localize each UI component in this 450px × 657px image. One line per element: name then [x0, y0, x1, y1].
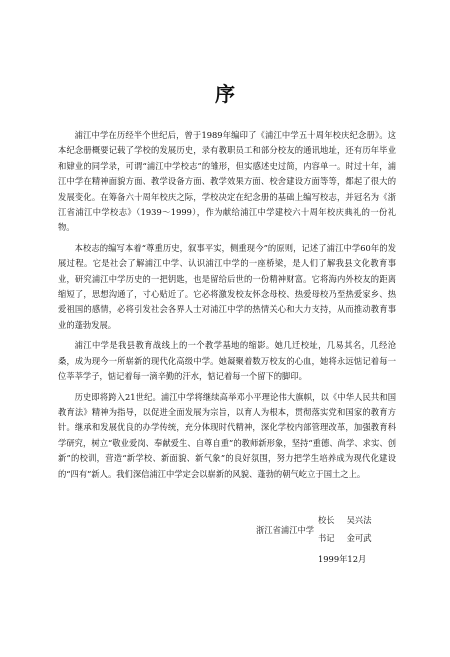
preface-body: [58, 128, 396, 487]
signature-principal: [318, 514, 372, 526]
paragraph-2: 本校志的编写本着“尊重历史，叙事平实，侧重现今”的原则，记述了浦江中学60年的发展过程。它是社会了解浦江中学、认识浦江中学的一座桥梁，是人们了解我县文化教育事业，研究浦江中学历史的一把钥匙，也是留给后世的一份精神财富。它将海内外校友的距离缩短了，思想沟通了，寸心贴近了。它必将激发校友怀念母校、热爱母校乃至热爱家乡、热爱祖国的感情，必将引发社会各界人士对浦江中学的热情关心和大力支持，从而推动教育事业的蓬勃发展。: [58, 242, 396, 330]
secretary-name: 金可武: [346, 533, 372, 543]
signature-secretary: [318, 532, 372, 544]
principal-role: 校长: [318, 515, 335, 525]
principal-name: 吴兴法: [346, 515, 372, 525]
secretary-role: 书记: [318, 533, 335, 543]
signature-date: 1999年12月: [318, 554, 367, 564]
paragraph-3: 浦江中学是我县教育战线上的一个教学基地的缩影。她几迁校址，几易其名，几经沧桑，成为现今一所崭新的现代化高级中学。她凝聚着数万校友的心血，她将永远惦记着每一位莘莘学子，惦记着每一滴辛勤的汗水，惦记着每一个留下的脚印。: [58, 340, 396, 382]
paragraph-4: 历史即将跨入21世纪。浦江中学将继续高举邓小平理论伟大旗帜，以《中华人民共和国教育法》精神为指导，以促进全面发展为宗旨，以育人为根本，贯彻落实党和国家的教育方针。继承和发展优良的办学传统，充分体现时代精神，深化学校内部管理改革，加强教育科学研究，树立“敬业爱岗、奉献爱生、自尊自重”的教师新形象，坚持“重德、尚学、求实、创新”的校训，营造“新学校、新面貌、新气象”的良好氛围，努力把学生培养成为现代化建设的“四有”新人。我们深信浦江中学定会以崭新的风貌、蓬勃的朝气屹立于国土之上。: [58, 391, 396, 479]
signature-school: 浙江省浦江中学: [256, 525, 315, 535]
paragraph-1: 浦江中学在历经半个世纪后，曾于1989年编印了《浦江中学五十周年校庆纪念册》。这本纪念册概要记载了学校的发展历史，录有教职员工和部分校友的通讯地址，还有历年毕业和肄业的同学录，可谓“浦江中学校志”的雏形，但实感述史过简，内容单一。时过十年，浦江中学在精神面貌方面、教学设备方面、教学效果方面、校舍建设方面等等，都起了很大的发展变化。在筹备六十周年校庆之际，学校决定在纪念册的基础上编写校志，并冠名为《浙江省浦江中学校志》（1939～1999），作为献给浦江中学建校六十周年校庆典礼的一份礼物。: [58, 130, 396, 233]
page-title: 序: [215, 82, 235, 106]
